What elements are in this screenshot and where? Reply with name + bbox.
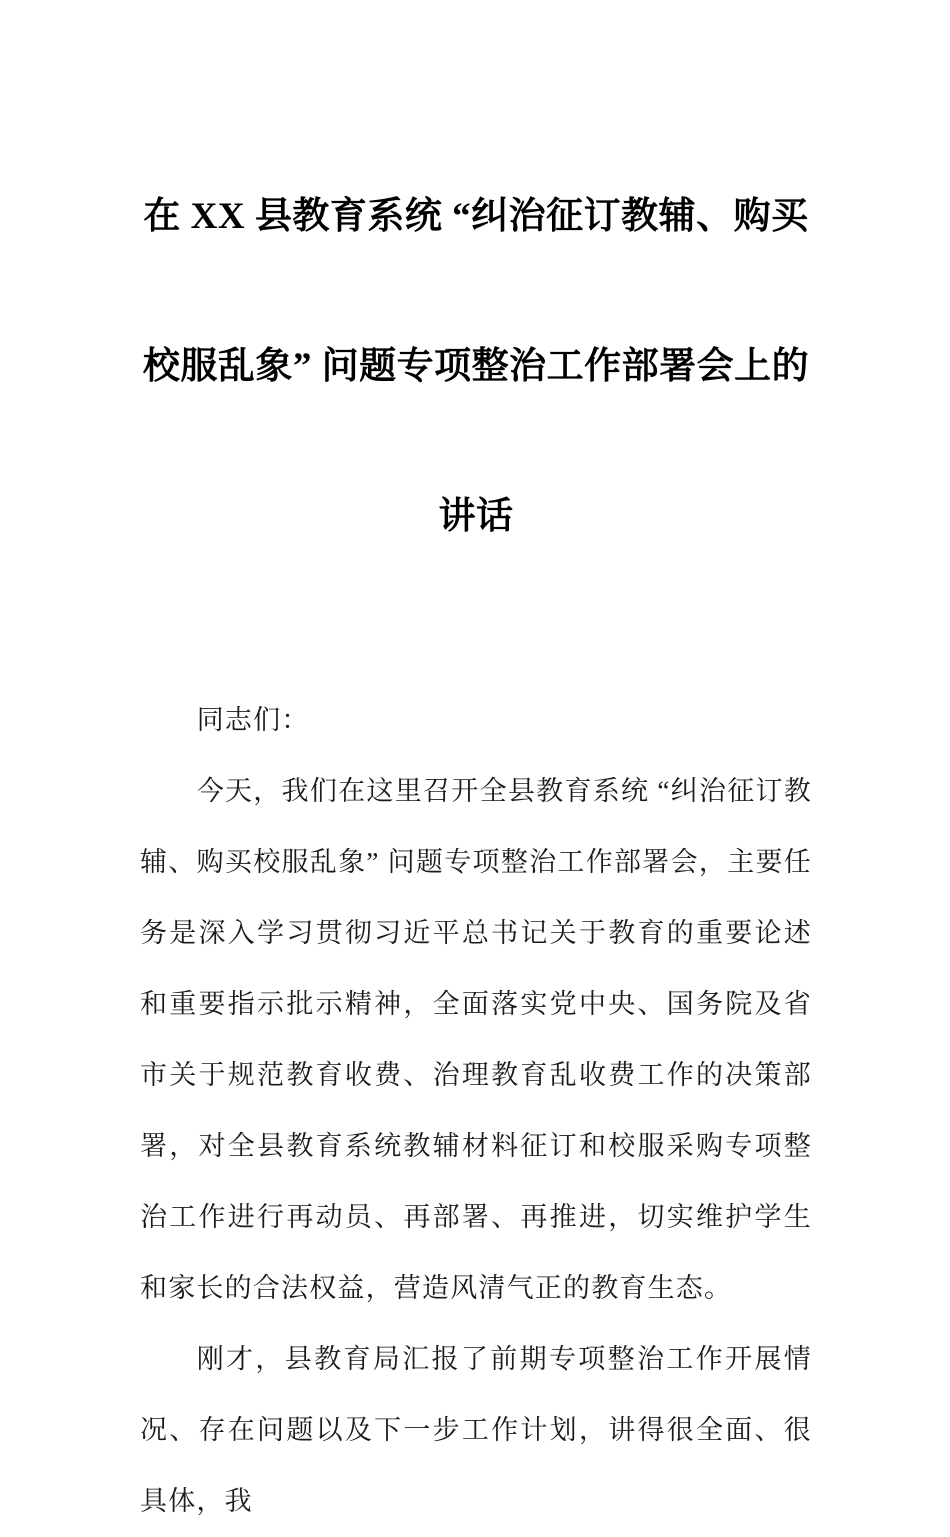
document-content	[140, 0, 812, 1537]
body-paragraph-2: 刚才，县教育局汇报了前期专项整治工作开展情况、存在问题以及下一步工作计划，讲得很全面、很具体，我	[140, 1344, 812, 1516]
title-line-3: 讲话	[438, 496, 514, 537]
salutation-paragraph: 同志们：	[196, 705, 310, 735]
body-paragraph-1: 今天，我们在这里召开全县教育系统 “纠治征订教辅、购买校服乱象” 问题专项整治工作部署会，主要任务是深入学习贯彻习近平总书记关于教育的重要论述和重要指示批示精神，全面落实党中央、国务院及省市关于规范教育收费、治理教育乱收费工作的决策部署，对全县教育系统教辅材料征订和校服采购专项整治工作进行再动员、再部署、再推进，切实维护学生和家长的合法权益，营造风清气正的教育生态。	[140, 776, 812, 1303]
document-body	[140, 685, 812, 1537]
title-line-1: 在 XX 县教育系统 “纠治征订教辅、购买	[143, 196, 809, 237]
page-title	[140, 0, 812, 629]
title-line-2: 校服乱象” 问题专项整治工作部署会上的	[142, 346, 810, 387]
